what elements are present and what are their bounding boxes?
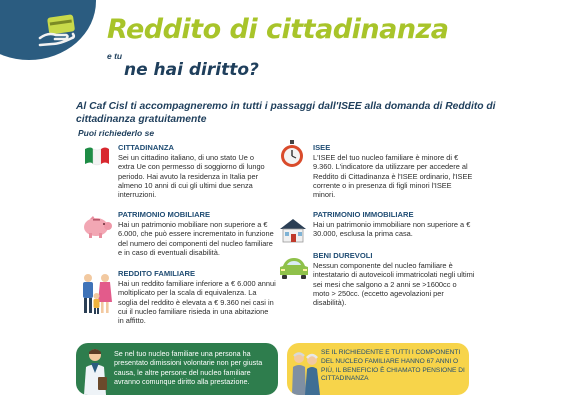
section-title: PATRIMONIO IMMOBILIARE [313, 210, 414, 219]
worker-icon [80, 347, 110, 395]
note-left-text: Se nel tuo nucleo familiare una persona ha presentato dimissioni volontarie non per giusta causa, le altre persone del nucleo familiare avranno comunque diritto alla prestazione. [114, 349, 263, 386]
section-cittadinanza [118, 143, 270, 199]
section-text: Sei un cittadino italiano, di uno stato Ue o extra Ue con permesso di soggiorno di lungo periodo. Hai avuto la residenza in Italia per almeno 10 anni di cui gli ultimi due senza interruzioni. [118, 153, 265, 200]
stopwatch-icon [279, 139, 305, 169]
section-title: ISEE [313, 143, 331, 152]
section-text: L'ISEE del tuo nucleo familiare è minore di € 9.360. L'indicatore da utilizzare per accedere al Reddito di Cittadinanza è l'ISEE ordinario, l'ISEE corrente o in presenza di figli minori l'ISEE minori. [313, 153, 473, 200]
subtitle-small: e tu [107, 51, 123, 61]
section-patrimonio-mobiliare [118, 210, 274, 257]
piggy-bank-icon [81, 215, 113, 239]
car-icon [278, 255, 310, 281]
section-title: PATRIMONIO MOBILIARE [118, 210, 211, 219]
intro-subheading: Puoi richiederlo se [78, 128, 155, 138]
note-right-text: SE IL RICHIEDENTE E TUTTI I COMPONENTI DEL NUCLEO FAMILIARE HANNO 67 ANNI O PIÙ, IL BENEFICIO È CHIAMATO PENSIONE DI CITTADINANZA [321, 349, 465, 383]
intro-text: Al Caf Cisl ti accompagneremo in tutti i passaggi dall'ISEE alla domanda di Reddito di cittadinanza gratuitamente [76, 101, 496, 125]
section-text: Hai un patrimonio immobiliare non superiore a € 30.000, esclusa la prima casa. [313, 220, 471, 239]
section-text: Nessun componente del nucleo familiare è intestatario di autoveicoli immatricolati negli ultimi sei mesi che salgono a 2 anni se >1600cc o moto > 250cc. (eccetto agevolazioni per disabilità). [313, 261, 475, 308]
section-beni-durevoli [313, 251, 475, 307]
section-title: CITTADINANZA [118, 143, 174, 152]
hand-card-icon [38, 12, 78, 48]
section-patrimonio-immobiliare [313, 210, 473, 239]
section-reddito-familiare [118, 269, 276, 325]
section-text: Hai un patrimonio mobiliare non superiore a € 6.000, che può essere incrementato in funzione del numero dei componenti del nucleo familiare e in caso di eventuali disabilità. [118, 220, 274, 257]
section-title: BENI DUREVOLI [313, 251, 373, 260]
family-icon [79, 272, 115, 316]
elderly-couple-icon [289, 349, 321, 395]
italian-flag-icon [84, 146, 110, 166]
subtitle-question: ne hai diritto? [124, 60, 259, 80]
page-title: Reddito di cittadinanza [107, 14, 449, 45]
house-icon [279, 217, 307, 243]
section-text: Hai un reddito familiare inferiore a € 6.000 annui moltiplicato per la scala di equivalenza. La soglia del reddito è elevata a € 9.360 nei casi in cui il nucleo familiare risieda in una abitazione in affitto. [118, 279, 276, 326]
note-pensione [287, 343, 469, 395]
section-isee [313, 143, 473, 199]
note-dimissioni [76, 343, 278, 395]
section-title: REDDITO FAMILIARE [118, 269, 196, 278]
